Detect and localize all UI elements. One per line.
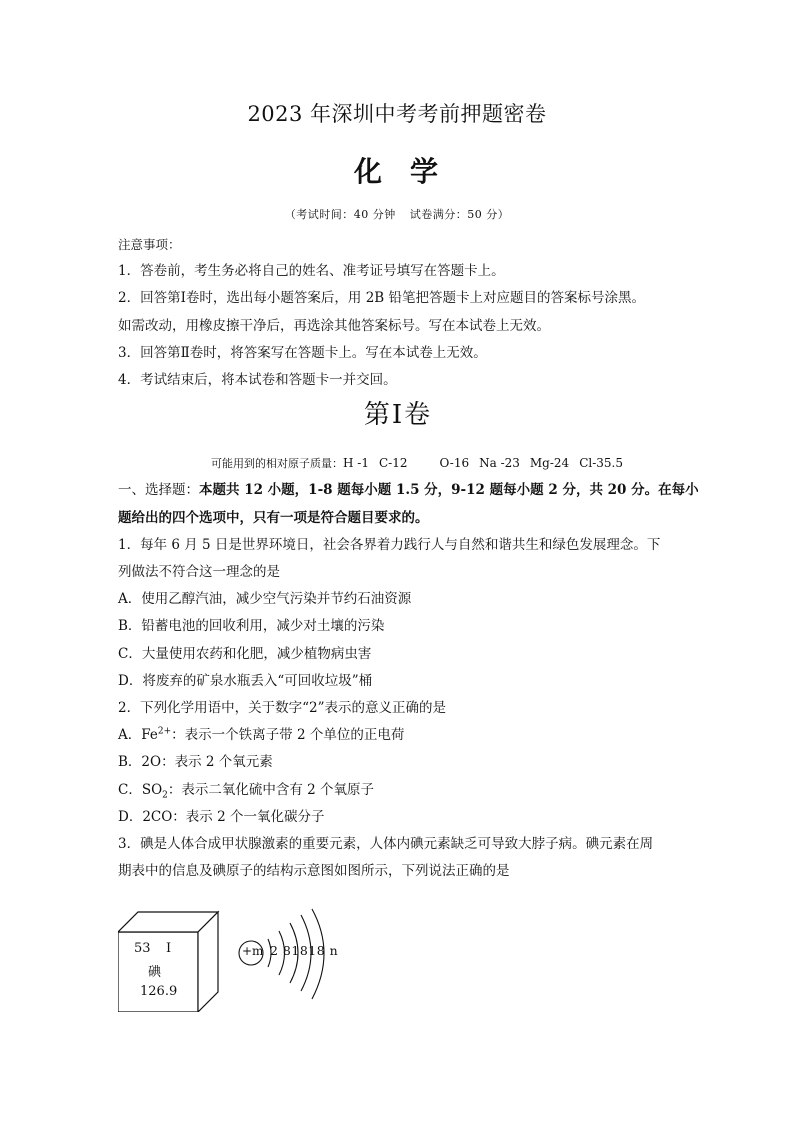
atomic-mass: Mg-24 [529, 456, 570, 471]
atomic-mass: Cl-35.5 [579, 456, 623, 471]
option-d: D．将废弃的矿泉水瓶丢入“可回收垃圾”桶 [118, 672, 373, 689]
exam-body [118, 231, 699, 885]
section-title: 一、选择题： [118, 482, 199, 499]
option-c-prefix: C．SO [118, 781, 163, 798]
exam-info [0, 206, 794, 222]
section-heading [118, 477, 699, 504]
subject-title [0, 150, 794, 190]
option-b: B．2O：表示 2 个氧元素 [118, 754, 273, 771]
option-c: C．大量使用农药和化肥，减少植物病虫害 [118, 645, 372, 662]
question-stem: 期表中的信息及碘原子的结构示意图如图所示，下列说法正确的是 [118, 863, 510, 880]
notes-heading: 注意事项： [118, 237, 181, 252]
atomic-number: 53 [134, 941, 151, 956]
subject-char-1: 化 [353, 155, 384, 188]
atomic-masses [118, 450, 678, 477]
section-desc-cont: 题给出的四个选项中，只有一项是符合题目要求的。 [118, 509, 429, 526]
note-item: 3．回答第Ⅱ卷时，将答案写在答题卡上。写在本试卷上无效。 [118, 344, 487, 361]
option-d: D．2CO：表示 2 个一氧化碳分子 [118, 808, 325, 825]
exam-title: 2023 年深圳中考考前押题密卷 [247, 102, 547, 126]
note-item: 1．答卷前，考生务必将自己的姓名、准考证号填写在答题卡上。 [118, 263, 505, 280]
atomic-mass: Na -23 [479, 456, 520, 471]
iodine-figure [118, 907, 358, 1012]
subject-char-2: 学 [410, 155, 441, 188]
option-a-text: ：表示一个铁离子带 2 个单位的正电荷 [171, 727, 405, 744]
time-info: （考试时间：40 分钟 [284, 208, 396, 221]
shell-electron-counts: 2 81818 n [270, 943, 339, 958]
option-a-prefix: A．Fe [118, 727, 158, 744]
question-stem: 2．下列化学用语中，关于数字“2”表示的意义正确的是 [118, 700, 446, 717]
nucleus-label: +m [242, 944, 264, 958]
question-stem: 1．每年 6 月 5 日是世界环境日，社会各界着力践行人与自然和谐共生和绿色发展理念。下 [118, 536, 661, 553]
atomic-mass: H -1 [343, 456, 369, 471]
note-item: 如需改动，用橡皮擦干净后，再选涂其他答案标号。写在本试卷上无效。 [118, 317, 550, 334]
subscript: 2 [162, 790, 168, 801]
element-name: 碘 [148, 965, 162, 980]
question-stem: 列做法不符合这一理念的是 [118, 564, 280, 581]
option-b: B．铅蓄电池的回收利用，减少对土壤的污染 [118, 618, 385, 635]
option-a: A．使用乙醇汽油，减少空气污染并节约石油资源 [118, 591, 412, 608]
section-desc: 本题共 12 小题，1-8 题每小题 1.5 分，9-12 题每小题 2 分，共 20 分。在每小 [199, 482, 699, 499]
option-c [118, 777, 678, 804]
volume-title: 第Ⅰ卷 [363, 400, 433, 431]
atomic-mass: O-16 [439, 456, 470, 471]
charge-superscript: 2+ [157, 726, 172, 737]
note-item: 2．回答第Ⅰ卷时，选出每小题答案后，用 2B 铅笔把答题卡上对应题目的答案标号涂黑。 [118, 290, 646, 307]
note-item: 4．考试结束后，将本试卷和答题卡一并交回。 [118, 372, 397, 389]
option-c-text: ：表示二氧化硫中含有 2 个氧原子 [167, 781, 375, 798]
atomic-mass-value: 126.9 [140, 984, 178, 999]
question-stem: 3．碘是人体合成甲状腺激素的重要元素，人体内碘元素缺乏可导致大脖子病。碘元素在周 [118, 836, 654, 853]
atomic-masses-label: 可能用到的相对原子质量： [211, 457, 343, 471]
atomic-mass: C-12 [378, 456, 408, 471]
element-symbol: I [166, 941, 172, 956]
score-info: 试卷满分：50 分） [409, 208, 510, 221]
option-a [118, 722, 678, 749]
